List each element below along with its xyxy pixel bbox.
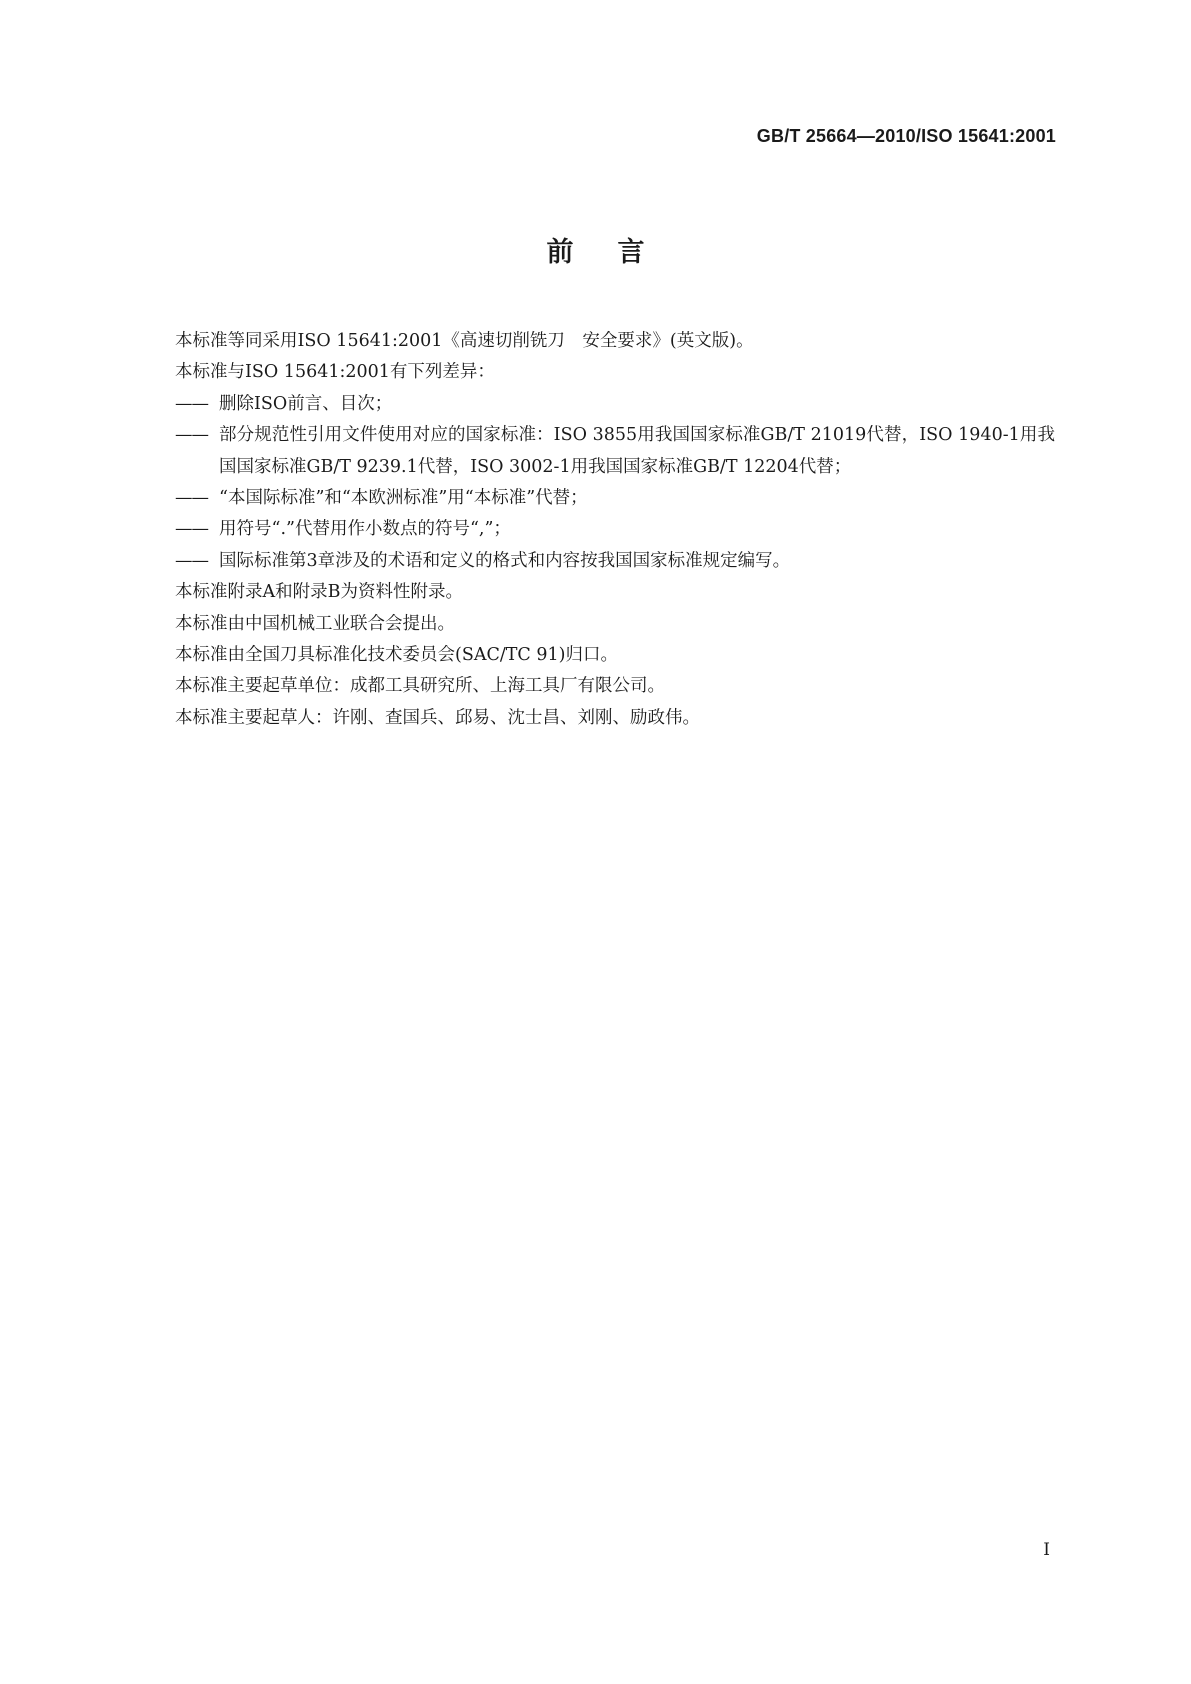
page-number: I (1043, 1540, 1050, 1560)
foreword-body (175, 326, 1055, 734)
list-item (175, 420, 1055, 483)
list-item-text: 删除ISO前言、目次； (219, 393, 393, 414)
list-item (175, 514, 1055, 545)
paragraph-annexes: 本标准附录A和附录B为资料性附录。 (175, 582, 463, 603)
paragraph-differences-intro: 本标准与ISO 15641:2001有下列差异： (175, 362, 495, 383)
dash-marker: —— (175, 550, 208, 571)
list-item-text: 国际标准第3章涉及的术语和定义的格式和内容按我国国家标准规定编写。 (219, 550, 791, 571)
dash-marker: —— (175, 393, 208, 414)
page-title: 前言 (546, 237, 689, 268)
paragraph-adoption: 本标准等同采用ISO 15641:2001《高速切削铣刀 安全要求》(英文版)。 (175, 331, 754, 351)
dash-marker: —— (175, 519, 208, 540)
list-item-text: 部分规范性引用文件使用对应的国家标准：ISO 3855用我国国家标准GB/T 21019代替，ISO 1940-1用我国国家标准GB/T 9239.1代替，ISO 3002-1用我国国家标准GB/T 12204代替； (219, 425, 1055, 477)
paragraph-drafters: 本标准主要起草人：许刚、查国兵、邱易、沈士昌、刘刚、励政伟。 (175, 707, 700, 728)
paragraph-drafting-units: 本标准主要起草单位：成都工具研究所、上海工具厂有限公司。 (175, 676, 665, 697)
dash-marker: —— (175, 488, 208, 509)
list-item-text: “本国际标准”和“本欧洲标准”用“本标准”代替； (219, 488, 588, 509)
dash-marker: —— (175, 425, 208, 446)
standard-code: GB/T 25664—2010/ISO 15641:2001 (756, 126, 1056, 146)
paragraph-committee: 本标准由全国刀具标准化技术委员会(SAC/TC 91)归口。 (175, 645, 618, 666)
list-item (175, 483, 1055, 514)
list-item-text: 用符号“.”代替用作小数点的符号“,”； (219, 519, 511, 540)
list-item (175, 546, 1055, 577)
paragraph-proposer: 本标准由中国机械工业联合会提出。 (175, 613, 455, 634)
list-item (175, 389, 1055, 420)
